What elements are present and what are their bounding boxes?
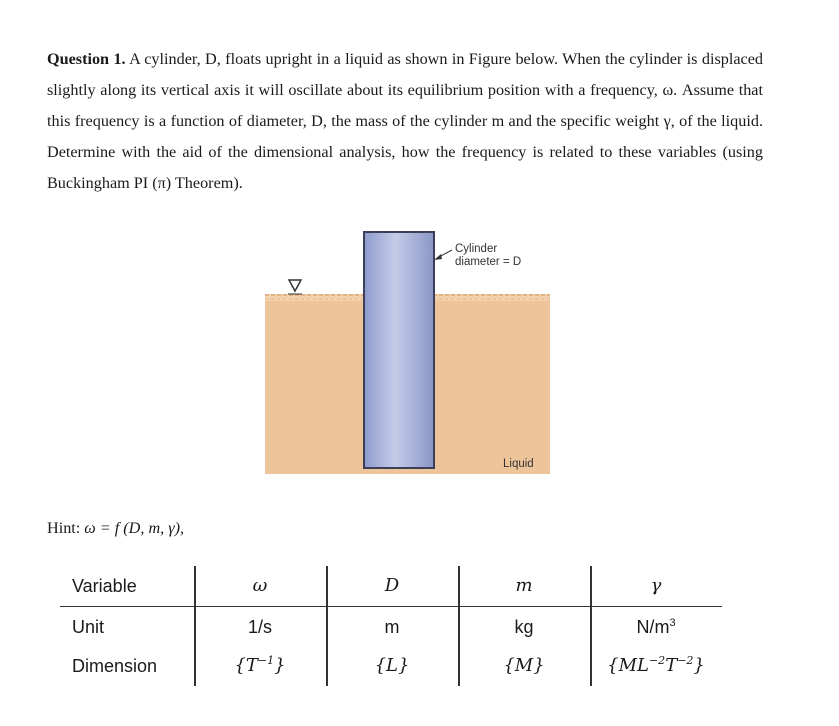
dimension-gamma [590, 646, 722, 686]
unit-diameter: m [384, 617, 400, 637]
dim-gamma-exp2: −2 [677, 654, 694, 667]
dim-omega-base: {T [234, 655, 258, 676]
unit-gamma-exponent: 3 [669, 617, 676, 629]
dim-omega-exponent: −1 [257, 654, 275, 667]
dimension-diameter: {L} [374, 655, 410, 676]
header-mass: m [515, 575, 533, 596]
header-omega: ω [252, 575, 268, 596]
table-row [60, 607, 722, 647]
question-label: Question 1. [47, 50, 126, 68]
header-variable: Variable [72, 576, 137, 596]
header-gamma: γ [650, 575, 662, 596]
cylinder-label-line2: diameter = D [455, 256, 522, 268]
hint-equation: ω = f (D, m, γ), [84, 519, 185, 537]
dim-omega-close: } [274, 655, 286, 676]
question-text [47, 44, 763, 199]
row-label-unit: Unit [72, 617, 105, 637]
liquid-label: Liquid [503, 458, 534, 470]
hint-label: Hint: [47, 519, 81, 537]
cylinder [364, 232, 434, 468]
unit-gamma [590, 607, 722, 647]
dim-gamma-close: } [693, 655, 705, 676]
question-body: A cylinder, D, floats upright in a liquid as shown in Figure below. When the cylinder is displaced slightly along its vertical axis it will oscillate about its equilibrium position with a frequency, ω. Assume that this frequency is a function of diameter, D, the mass of the cylinder m and the specific weight γ, of the liquid. Determine with the aid of the dimensional analysis, how the frequency is related to these variables (using Buckingham PI (π) Theorem). [47, 50, 763, 192]
row-label-dimension: Dimension [72, 656, 158, 676]
header-diameter: D [384, 575, 400, 596]
unit-mass: kg [514, 617, 534, 637]
unit-gamma-base: N/m [636, 617, 670, 637]
leader-arrow-icon [434, 250, 452, 260]
cylinder-label-line1: Cylinder [455, 243, 498, 255]
table-header-row [60, 566, 722, 607]
cylinder-label [455, 243, 521, 269]
dim-gamma-exp1: −2 [648, 654, 666, 667]
unit-omega: 1/s [247, 617, 272, 637]
dim-gamma-part2: T [665, 655, 678, 676]
dimension-mass: {M} [503, 655, 545, 676]
dim-gamma-part1: {ML [607, 655, 649, 676]
table-row [60, 646, 722, 686]
cylinder-figure [262, 228, 554, 478]
free-surface-triangle-icon [288, 280, 302, 294]
variables-table [60, 566, 722, 690]
dimension-omega [194, 646, 326, 686]
hint-line [47, 519, 184, 538]
